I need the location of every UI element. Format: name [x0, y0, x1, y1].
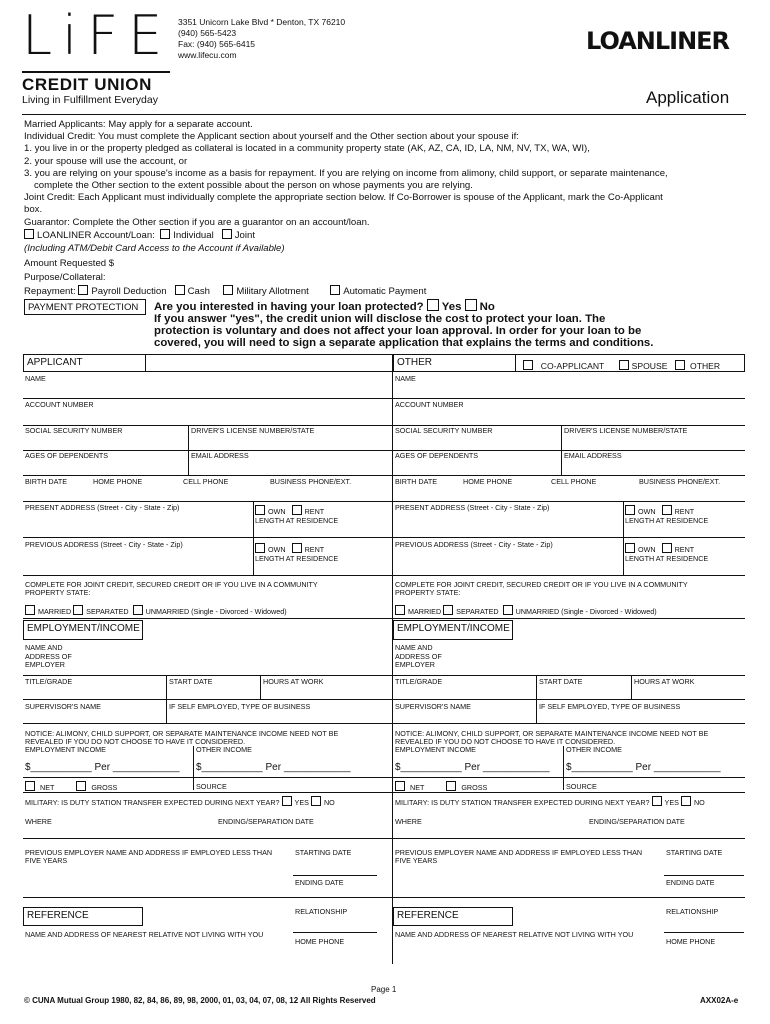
other-income-label: OTHER INCOME — [196, 745, 252, 754]
joint-note-line: COMPLETE FOR JOINT CREDIT, SECURED CREDIT OR IF YOU LIVE IN A COMMUNITY — [395, 580, 688, 589]
rent-label: RENT — [674, 545, 695, 554]
field-rule — [23, 723, 393, 724]
present-own-rent — [255, 505, 324, 517]
field-rule — [23, 675, 393, 676]
employer-label-line: EMPLOYER — [395, 660, 435, 669]
reference-title: REFERENCE — [27, 910, 89, 921]
instr-line: Married Applicants: May apply for a separate account. — [24, 119, 253, 130]
other-checkbox[interactable] — [675, 360, 685, 370]
field-rule — [393, 897, 745, 898]
net-label: NET — [410, 783, 425, 792]
field-rule — [393, 838, 745, 839]
field-rule — [293, 932, 377, 933]
military-question: MILITARY: IS DUTY STATION TRANSFER EXPECTED DURING NEXT YEAR? — [25, 798, 280, 807]
separated-label: SEPARATED — [456, 607, 499, 616]
present-own-checkbox[interactable] — [625, 505, 635, 515]
instructions — [24, 119, 746, 229]
relationship-label: RELATIONSHIP — [295, 907, 348, 916]
field-rule — [23, 475, 393, 476]
protection-yes-checkbox[interactable] — [427, 299, 439, 311]
ending-separation-label: ENDING/SEPARATION DATE — [589, 817, 685, 826]
where-label: WHERE — [25, 817, 52, 826]
prev-employer-line: PREVIOUS EMPLOYER NAME AND ADDRESS IF EMPLOYED LESS THAN — [25, 848, 273, 857]
relationship-label: RELATIONSHIP — [666, 907, 719, 916]
header-rule — [22, 114, 746, 115]
cell-phone-label: CELL PHONE — [551, 477, 597, 486]
instr-line: 2. your spouse will use the account, or — [24, 155, 188, 167]
protection-line: covered, you will need to sign a separate application that explains the terms and conditions. — [154, 337, 654, 349]
present-own-rent — [625, 505, 694, 517]
employer-label-line: ADDRESS OF — [25, 651, 72, 661]
previous-rent-checkbox[interactable] — [292, 543, 302, 553]
rent-label: RENT — [304, 545, 325, 554]
previous-address-label: PREVIOUS ADDRESS (Street - City - State - Zip) — [395, 540, 553, 549]
drivers-license-label: DRIVER'S LICENSE NUMBER/STATE — [191, 426, 315, 435]
employer-label-line: NAME AND — [25, 643, 63, 652]
reference-header — [393, 907, 513, 926]
present-rent-checkbox[interactable] — [662, 505, 672, 515]
employment-title: EMPLOYMENT/INCOME — [397, 623, 510, 634]
previous-own-checkbox[interactable] — [625, 543, 635, 553]
credit-union-address — [178, 17, 345, 61]
start-date-label: START DATE — [169, 677, 213, 686]
net-checkbox[interactable] — [25, 781, 35, 791]
unmarried-label: UNMARRIED (Single - Divorced - Widowed) — [515, 607, 657, 616]
yes-label: YES — [294, 798, 309, 807]
ending-date-label: ENDING DATE — [295, 878, 344, 887]
cell-phone-label: CELL PHONE — [183, 477, 229, 486]
field-rule — [293, 875, 377, 876]
starting-date-label: STARTING DATE — [295, 848, 352, 857]
gross-label: GROSS — [461, 783, 488, 792]
account-number-label: ACCOUNT NUMBER — [395, 400, 464, 409]
applicant-title: APPLICANT — [27, 357, 83, 368]
field-rule — [23, 777, 393, 778]
start-date-label: START DATE — [539, 677, 583, 686]
applicant-header — [23, 354, 393, 372]
repayment-row — [24, 285, 426, 297]
fax-line: Fax: (940) 565-6415 — [178, 39, 256, 49]
ssn-label: SOCIAL SECURITY NUMBER — [25, 426, 123, 435]
field-rule — [23, 575, 393, 576]
cash-checkbox[interactable] — [175, 285, 185, 295]
married-checkbox[interactable] — [25, 605, 35, 615]
other-label: OTHER — [690, 361, 721, 371]
ages-dependents-label: AGES OF DEPENDENTS — [395, 451, 479, 460]
loanliner-label: LOANLINER Account/Loan: — [37, 230, 155, 241]
yes-label: YES — [664, 798, 679, 807]
individual-checkbox[interactable] — [160, 229, 170, 239]
instr-line: Guarantor: Complete the Other section if you are a guarantor on an account/loan. — [24, 216, 370, 228]
unmarried-checkbox[interactable] — [503, 605, 513, 615]
previous-own-rent — [625, 543, 694, 555]
employment-income-input[interactable]: $___________ Per ____________ — [25, 762, 180, 773]
field-divider — [623, 537, 624, 575]
payment-protection-text — [154, 299, 653, 349]
military-no-checkbox[interactable] — [311, 796, 321, 806]
married-label: MARRIED — [38, 607, 72, 616]
military-row — [25, 796, 335, 808]
payment-protection-label: PAYMENT PROTECTION — [24, 299, 146, 315]
prev-employer-line: PREVIOUS EMPLOYER NAME AND ADDRESS IF EMPLOYED LESS THAN — [395, 848, 643, 857]
field-rule — [664, 932, 744, 933]
field-divider — [563, 746, 564, 790]
married-checkbox[interactable] — [395, 605, 405, 615]
field-rule — [393, 723, 745, 724]
name-label: NAME — [395, 374, 416, 383]
email-label: EMAIL ADDRESS — [191, 451, 249, 460]
joint-note-line: PROPERTY STATE: — [395, 588, 461, 597]
joint-note-line: COMPLETE FOR JOINT CREDIT, SECURED CREDIT OR IF YOU LIVE IN A COMMUNITY — [25, 580, 318, 589]
notice-line: REVEALED IF YOU DO NOT CHOOSE TO HAVE IT CONSIDERED. — [395, 737, 616, 746]
protection-question-row — [154, 299, 653, 313]
field-divider — [253, 501, 254, 537]
instr-line: complete the Other section to the extent possible about the person on whose payments you are relying. — [34, 180, 473, 192]
field-rule — [23, 501, 393, 502]
other-title: OTHER — [397, 357, 432, 368]
net-gross-row — [25, 781, 117, 793]
own-label: OWN — [638, 507, 656, 516]
business-phone-label: BUSINESS PHONE/EXT. — [270, 477, 352, 486]
employer-label-line: EMPLOYER — [25, 660, 65, 669]
ending-date-label: ENDING DATE — [666, 878, 715, 887]
protection-yes-label: Yes — [441, 301, 462, 313]
supervisor-label: SUPERVISOR'S NAME — [395, 702, 471, 711]
field-rule — [23, 398, 393, 399]
employment-title: EMPLOYMENT/INCOME — [27, 623, 140, 634]
copyright: © CUNA Mutual Group 1980, 82, 84, 86, 89, 98, 2000, 01, 03, 04, 07, 08, 12 All Rights Reserved — [24, 996, 376, 1005]
field-rule — [23, 792, 393, 793]
previous-address-label: PREVIOUS ADDRESS (Street - City - State - Zip) — [25, 540, 183, 549]
present-own-checkbox[interactable] — [255, 505, 265, 515]
field-divider — [260, 675, 261, 699]
protection-question: Are you interested in having your loan protected? — [154, 301, 424, 313]
supervisor-label: SUPERVISOR'S NAME — [25, 702, 101, 711]
notice-line: NOTICE: ALIMONY, CHILD SUPPORT, OR SEPARATE MAINTENANCE INCOME NEED NOT BE — [395, 729, 709, 738]
present-length-label: LENGTH AT RESIDENCE — [625, 516, 709, 525]
present-address-label: PRESENT ADDRESS (Street - City - State - Zip) — [25, 503, 180, 512]
gross-checkbox[interactable] — [76, 781, 86, 791]
nearest-relative-label: NAME AND ADDRESS OF NEAREST RELATIVE NOT LIVING WITH YOU — [25, 930, 264, 939]
field-rule — [393, 537, 745, 538]
spouse-label: SPOUSE — [631, 361, 668, 371]
previous-own-checkbox[interactable] — [255, 543, 265, 553]
previous-own-rent — [255, 543, 324, 555]
self-employed-label: IF SELF EMPLOYED, TYPE OF BUSINESS — [169, 702, 311, 711]
married-label: MARRIED — [408, 607, 442, 616]
loanliner-checkbox[interactable] — [24, 229, 34, 239]
account-type-row — [24, 229, 255, 241]
field-rule — [23, 897, 393, 898]
field-divider — [631, 675, 632, 699]
field-rule — [393, 501, 745, 502]
instr-line: Individual Credit: You must complete the Applicant section about yourself and the Other section about your spouse if: — [24, 131, 519, 143]
name-label: NAME — [25, 374, 46, 383]
field-rule — [664, 875, 744, 876]
reference-home-phone-label: HOME PHONE — [295, 937, 345, 946]
employer-label — [25, 644, 72, 670]
other-income-label: OTHER INCOME — [566, 745, 622, 754]
prev-employer-line: FIVE YEARS — [395, 856, 438, 865]
field-rule — [393, 675, 745, 676]
account-number-label: ACCOUNT NUMBER — [25, 400, 94, 409]
co-applicant-checkbox[interactable] — [523, 360, 533, 370]
employer-label — [395, 644, 442, 670]
drivers-license-label: DRIVER'S LICENSE NUMBER/STATE — [564, 426, 688, 435]
joint-checkbox[interactable] — [222, 229, 232, 239]
own-label: OWN — [268, 507, 286, 516]
previous-rent-checkbox[interactable] — [662, 543, 672, 553]
no-label: NO — [693, 798, 705, 807]
phone-line: (940) 565-5423 — [178, 28, 237, 38]
repayment-label: Repayment: — [24, 286, 76, 297]
employment-income-label: EMPLOYMENT INCOME — [395, 745, 476, 754]
marital-status-row — [395, 605, 657, 617]
purpose-label: Purpose/Collateral: — [24, 272, 106, 283]
own-label: OWN — [638, 545, 656, 554]
employment-income-label: EMPLOYMENT INCOME — [25, 745, 106, 754]
ssn-label: SOCIAL SECURITY NUMBER — [395, 426, 493, 435]
reference-title: REFERENCE — [397, 910, 459, 921]
logo-divider — [22, 71, 170, 73]
field-rule — [23, 537, 393, 538]
field-rule — [23, 838, 393, 839]
field-rule — [393, 699, 745, 700]
notice-line: NOTICE: ALIMONY, CHILD SUPPORT, OR SEPARATE MAINTENANCE INCOME NEED NOT BE — [25, 729, 339, 738]
protection-line: protection is voluntary and does not affect your loan approval. In order for your loan to be — [154, 325, 642, 337]
website-line: www.lifecu.com — [178, 50, 237, 60]
field-divider — [253, 537, 254, 575]
automatic-checkbox[interactable] — [330, 285, 340, 295]
gross-label: GROSS — [91, 783, 118, 792]
title-grade-label: TITLE/GRADE — [25, 677, 73, 686]
page-number: Page 1 — [371, 985, 397, 994]
nearest-relative-label: NAME AND ADDRESS OF NEAREST RELATIVE NOT LIVING WITH YOU — [395, 930, 634, 939]
reference-home-phone-label: HOME PHONE — [666, 937, 716, 946]
military-no-checkbox[interactable] — [681, 796, 691, 806]
ages-dependents-label: AGES OF DEPENDENTS — [25, 451, 109, 460]
employment-header — [23, 620, 143, 640]
protection-no-label: No — [479, 301, 495, 313]
separated-checkbox[interactable] — [73, 605, 83, 615]
military-question: MILITARY: IS DUTY STATION TRANSFER EXPECTED DURING NEXT YEAR? — [395, 798, 650, 807]
instr-line: 3. you are relying on your spouse's income as a basis for repayment. If you are relying on income from alimony, child support, or separate maintenance, — [24, 167, 668, 179]
logo-tagline: Living in Fulfillment Everyday — [22, 94, 158, 106]
hours-label: HOURS AT WORK — [634, 677, 695, 686]
field-rule — [393, 777, 745, 778]
field-divider — [193, 746, 194, 790]
joint-note-line: PROPERTY STATE: — [25, 588, 91, 597]
rent-label: RENT — [304, 507, 325, 516]
joint-label: Joint — [234, 230, 256, 241]
instr-line: box. — [24, 204, 43, 216]
other-income-input[interactable]: $___________ Per ____________ — [196, 762, 351, 773]
home-phone-label: HOME PHONE — [463, 477, 513, 486]
instr-line: Joint Credit: Each Applicant must individually complete the appropriate section below. If Co-Borrower is spouse of the Applicant, mark the Co-Applicant — [24, 192, 663, 204]
previous-length-label: LENGTH AT RESIDENCE — [255, 554, 339, 563]
net-label: NET — [40, 783, 55, 792]
unmarried-checkbox[interactable] — [133, 605, 143, 615]
separated-label: SEPARATED — [86, 607, 129, 616]
separated-checkbox[interactable] — [443, 605, 453, 615]
instr-line: 1. you live in or the property pledged as collateral is located in a community property state (AK, AZ, CA, ID, LA, NM, NV, TX, WA, WI), — [24, 143, 590, 155]
page-title: Application — [646, 88, 730, 107]
atm-note: (Including ATM/Debit Card Access to the Account if Available) — [24, 243, 285, 254]
field-rule — [393, 792, 745, 793]
prev-employer-line: FIVE YEARS — [25, 856, 68, 865]
field-rule — [23, 699, 393, 700]
field-rule — [393, 618, 745, 619]
applicant-section — [23, 354, 393, 964]
protection-line: If you answer "yes", the credit union will disclose the cost to protect your loan. The — [154, 313, 606, 325]
military-checkbox[interactable] — [223, 285, 233, 295]
no-label: NO — [323, 798, 335, 807]
individual-label: Individual — [173, 230, 214, 241]
other-type-row — [523, 360, 720, 371]
source-label: SOURCE — [196, 782, 227, 791]
logo-life: LiFE — [22, 4, 173, 67]
header-divider — [515, 354, 516, 372]
where-label: WHERE — [395, 817, 422, 826]
starting-date-label: STARTING DATE — [666, 848, 723, 857]
employer-label-line: NAME AND — [395, 643, 433, 652]
field-rule — [393, 398, 745, 399]
marital-status-row — [25, 605, 287, 617]
form-code: AXX02A-e — [700, 996, 739, 1005]
other-income-input[interactable]: $___________ Per ____________ — [566, 762, 721, 773]
net-checkbox[interactable] — [395, 781, 405, 791]
payroll-label: Payroll Deduction — [91, 286, 167, 297]
field-divider — [623, 501, 624, 537]
present-address-label: PRESENT ADDRESS (Street - City - State - Zip) — [395, 503, 550, 512]
net-gross-row — [395, 781, 487, 793]
field-rule — [393, 475, 745, 476]
previous-length-label: LENGTH AT RESIDENCE — [625, 554, 709, 563]
birth-date-label: BIRTH DATE — [395, 477, 438, 486]
email-label: EMAIL ADDRESS — [564, 451, 622, 460]
ending-separation-label: ENDING/SEPARATION DATE — [218, 817, 314, 826]
home-phone-label: HOME PHONE — [93, 477, 143, 486]
employment-header — [393, 620, 513, 640]
business-phone-label: BUSINESS PHONE/EXT. — [639, 477, 721, 486]
own-label: OWN — [268, 545, 286, 554]
notice-line: REVEALED IF YOU DO NOT CHOOSE TO HAVE IT CONSIDERED. — [25, 737, 246, 746]
present-length-label: LENGTH AT RESIDENCE — [255, 516, 339, 525]
protection-no-checkbox[interactable] — [465, 299, 477, 311]
military-yes-checkbox[interactable] — [282, 796, 292, 806]
unmarried-label: UNMARRIED (Single - Divorced - Widowed) — [145, 607, 287, 616]
self-employed-label: IF SELF EMPLOYED, TYPE OF BUSINESS — [539, 702, 681, 711]
co-applicant-label: CO-APPLICANT — [540, 361, 605, 371]
spouse-checkbox[interactable] — [619, 360, 629, 370]
field-rule — [23, 618, 393, 619]
employment-income-input[interactable]: $___________ Per ____________ — [395, 762, 550, 773]
title-grade-label: TITLE/GRADE — [395, 677, 443, 686]
payroll-checkbox[interactable] — [78, 285, 88, 295]
cash-label: Cash — [187, 286, 211, 297]
military-row — [395, 796, 705, 808]
military-yes-checkbox[interactable] — [652, 796, 662, 806]
birth-date-label: BIRTH DATE — [25, 477, 68, 486]
header-divider — [145, 354, 146, 372]
logo-credit-union: CREDIT UNION — [22, 75, 152, 94]
amount-requested-label: Amount Requested $ — [24, 258, 115, 269]
employer-label-line: ADDRESS OF — [395, 651, 442, 661]
source-label: SOURCE — [566, 782, 597, 791]
loanliner-logo: LOANLINER — [586, 27, 730, 55]
other-section — [393, 354, 763, 964]
rent-label: RENT — [674, 507, 695, 516]
address-line: 3351 Unicorn Lake Blvd * Denton, TX 76210 — [178, 17, 346, 27]
reference-header — [23, 907, 143, 926]
present-rent-checkbox[interactable] — [292, 505, 302, 515]
military-label: Military Allotment — [236, 286, 309, 297]
gross-checkbox[interactable] — [446, 781, 456, 791]
automatic-label: Automatic Payment — [343, 286, 427, 297]
field-rule — [393, 575, 745, 576]
hours-label: HOURS AT WORK — [263, 677, 324, 686]
